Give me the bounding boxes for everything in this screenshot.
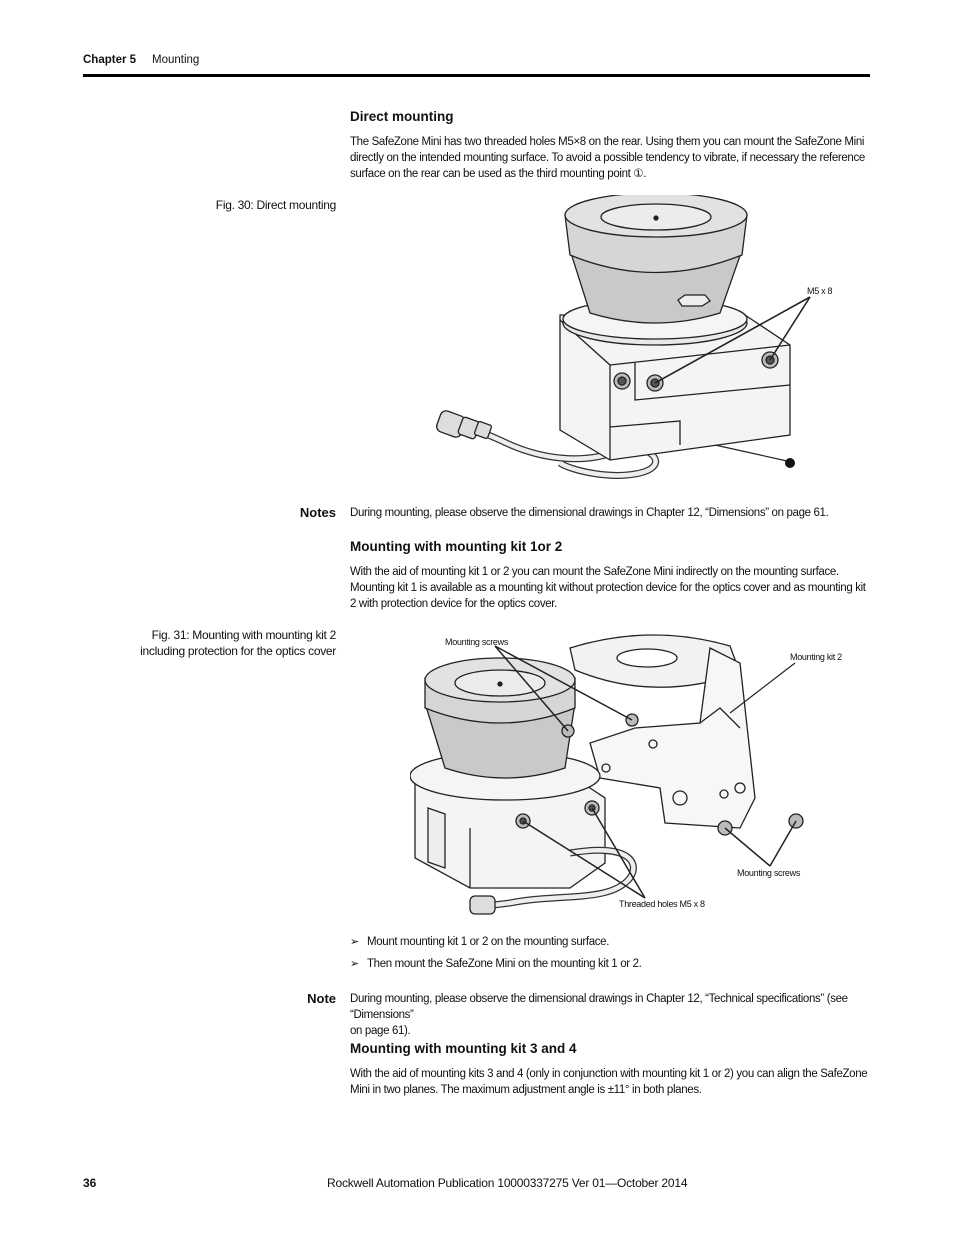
arrow-bullet-icon: ➢: [350, 958, 359, 970]
label-m5x8: M5 x 8: [807, 286, 833, 296]
note-text: [350, 991, 872, 1039]
chapter-label: Chapter 5: [83, 54, 137, 66]
label-mounting-screws-top: Mounting screws: [445, 637, 509, 647]
label-threaded-holes: Threaded holes M5 x 8: [619, 899, 705, 909]
heading-direct-mounting: Direct mounting: [350, 109, 454, 124]
direct-mounting-body: The SafeZone Mini has two threaded holes M5×8 on the rear. Using them you can mount the SafeZone Mini directly on the intended mounting surface. To avoid a possible tendency to vibrate, if necessary the reference surface on the rear can be used as the third mounting point ①.: [350, 136, 865, 180]
fig30-caption: Fig. 30: Direct mounting: [215, 198, 336, 212]
fig30-direct-mounting-illustration: [420, 195, 840, 485]
note-text-line2: on page 61).: [350, 1025, 411, 1037]
page-number: 36: [83, 1176, 97, 1190]
step-text: Mount mounting kit 1 or 2 on the mounting surface.: [367, 936, 610, 948]
notes-label: Notes: [299, 505, 336, 520]
header-rule: [83, 74, 870, 77]
step-item: [350, 935, 609, 948]
mounting-kit-1-2-body: With the aid of mounting kit 1 or 2 you can mount the SafeZone Mini indirectly on the mounting surface. Mounting kit 1 is available as a mounting kit without protection device for the optics cover and as mounting kit 2 with protection device for the optics cover.: [350, 566, 866, 610]
label-mounting-screws-bottom: Mounting screws: [737, 868, 801, 878]
fig31-caption: [140, 627, 336, 659]
step-item: [350, 957, 641, 970]
note-text-line1: During mounting, please observe the dimensional drawings in Chapter 12, “Technical specifications” (see “Dimensions”: [350, 993, 848, 1021]
fig31-caption-line2: including protection for the optics cover: [140, 644, 336, 658]
heading-mounting-kit-3-4: Mounting with mounting kit 3 and 4: [350, 1041, 577, 1056]
mounting-kit-3-4-body: With the aid of mounting kits 3 and 4 (only in conjunction with mounting kit 1 or 2) you can align the SafeZone Mini in two planes. The maximum adjustment angle is ±11° in both planes.: [350, 1068, 868, 1096]
step-text: Then mount the SafeZone Mini on the mounting kit 1 or 2.: [367, 958, 642, 970]
label-mounting-kit-2: Mounting kit 2: [790, 652, 842, 662]
fig31-caption-line1: Fig. 31: Mounting with mounting kit 2: [151, 628, 336, 642]
note-label: Note: [307, 991, 336, 1006]
heading-mounting-kit-1-2: Mounting with mounting kit 1or 2: [350, 539, 563, 554]
notes-text: During mounting, please observe the dimensional drawings in Chapter 12, “Dimensions” on page 61.: [350, 507, 829, 519]
chapter-title: Mounting: [152, 54, 200, 66]
arrow-bullet-icon: ➢: [350, 936, 359, 948]
publication-info: Rockwell Automation Publication 10000337275 Ver 01—October 2014: [327, 1176, 688, 1190]
